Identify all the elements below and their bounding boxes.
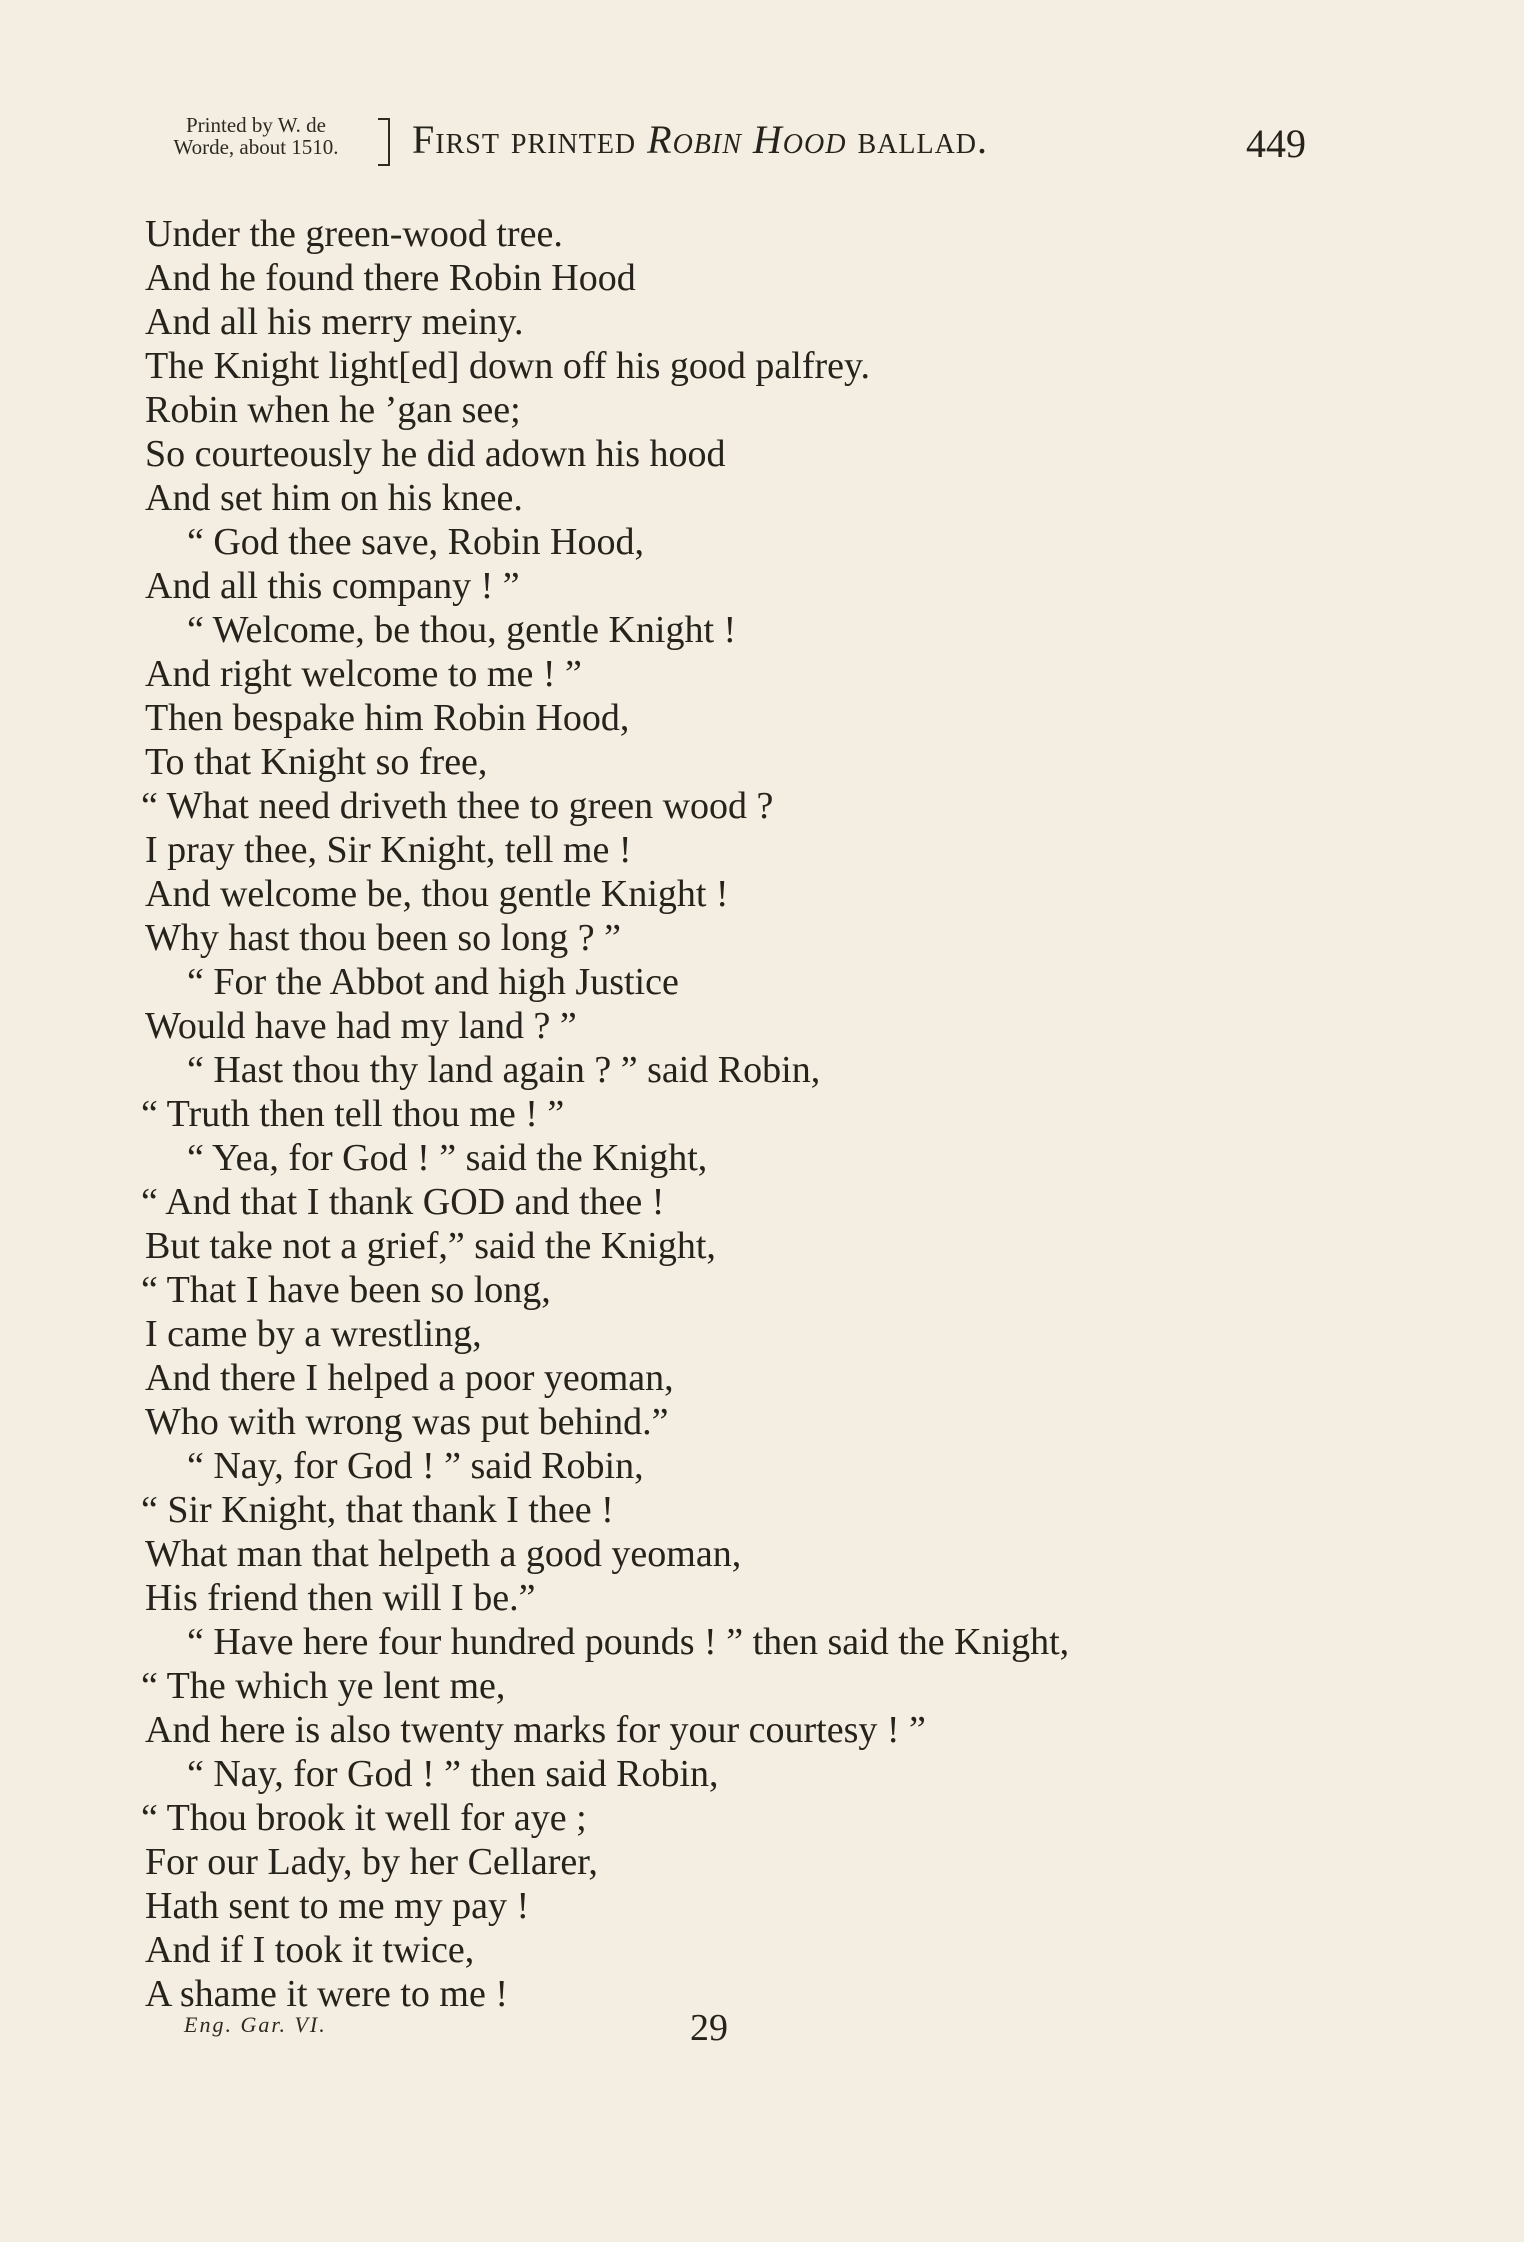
poem-line: “ For the Abbot and high Justice	[187, 961, 679, 1003]
poem-line: “ And that I thank GOD and thee !	[141, 1181, 665, 1223]
side-note-bracket	[378, 118, 390, 166]
poem-line: The Knight light[ed] down off his good palfrey.	[145, 345, 871, 387]
poem-line: “ Thou brook it well for aye ;	[141, 1797, 587, 1839]
poem-line: His friend then will I be.”	[145, 1577, 536, 1619]
side-note-line-1: Printed by W. de	[186, 113, 326, 137]
poem-text	[141, 212, 1365, 2016]
poem-line: And if I took it twice,	[145, 1929, 475, 1971]
poem-line: For our Lady, by her Cellarer,	[145, 1841, 598, 1883]
running-title	[412, 116, 988, 163]
poem-line: “ Hast thou thy land again ? ” said Robin,	[187, 1049, 821, 1091]
poem-line: “ The which ye lent me,	[141, 1665, 506, 1707]
poem-line: And right welcome to me ! ”	[145, 653, 582, 695]
poem-line: “ Welcome, be thou, gentle Knight !	[187, 609, 737, 651]
running-header	[136, 110, 1306, 190]
poem-line: To that Knight so free,	[145, 741, 488, 783]
running-title-part-2: ballad.	[846, 117, 989, 162]
poem-line: Hath sent to me my pay !	[145, 1885, 530, 1927]
poem-line: Who with wrong was put behind.”	[145, 1401, 669, 1443]
side-note	[136, 114, 376, 158]
page-number: 449	[1246, 121, 1306, 166]
poem-line: I pray thee, Sir Knight, tell me !	[145, 829, 632, 871]
poem-line: “ Truth then tell thou me ! ”	[141, 1093, 565, 1135]
poem-line: But take not a grief,” said the Knight,	[145, 1225, 716, 1267]
poem-line: Then bespake him Robin Hood,	[145, 697, 630, 739]
poem-line: “ What need driveth thee to green wood ?	[141, 785, 774, 827]
poem-line: Robin when he ’gan see;	[145, 389, 521, 431]
poem-line: A shame it were to me !	[145, 1973, 509, 2015]
poem-line: “ Yea, for God ! ” said the Knight,	[187, 1137, 708, 1179]
side-note-line-2: Worde, about 1510.	[173, 135, 339, 159]
poem-line: “ Nay, for God ! ” said Robin,	[187, 1445, 644, 1487]
poem-line: Would have had my land ? ”	[145, 1005, 577, 1047]
poem-line: And set him on his knee.	[145, 477, 523, 519]
signature-mark: Eng. Gar. VI.	[184, 2012, 327, 2037]
poem-line: So courteously he did adown his hood	[145, 433, 726, 475]
poem-line: And welcome be, thou gentle Knight !	[145, 873, 729, 915]
poem-line: What man that helpeth a good yeoman,	[145, 1533, 742, 1575]
poem-line: “ Have here four hundred pounds ! ” then said the Knight,	[187, 1621, 1070, 1663]
poem-line: Why hast thou been so long ? ”	[145, 917, 621, 959]
signature-number: 29	[690, 2007, 728, 2049]
poem-line: I came by a wrestling,	[145, 1313, 482, 1355]
poem-line: “ That I have been so long,	[141, 1269, 551, 1311]
poem-line: And all his merry meiny.	[145, 301, 524, 343]
poem-line: Under the green-wood tree.	[145, 213, 563, 255]
poem-line: And there I helped a poor yeoman,	[145, 1357, 674, 1399]
poem-line: “ Sir Knight, that thank I thee !	[141, 1489, 614, 1531]
poem-line: And here is also twenty marks for your courtesy ! ”	[145, 1709, 926, 1751]
running-title-italic: Robin Hood	[647, 117, 847, 162]
poem-line: And he found there Robin Hood	[145, 257, 636, 299]
running-title-part-1: First printed	[412, 117, 648, 162]
poem-line: “ Nay, for God ! ” then said Robin,	[187, 1753, 719, 1795]
poem-line: “ God thee save, Robin Hood,	[187, 521, 644, 563]
poem-line: And all this company ! ”	[145, 565, 520, 607]
